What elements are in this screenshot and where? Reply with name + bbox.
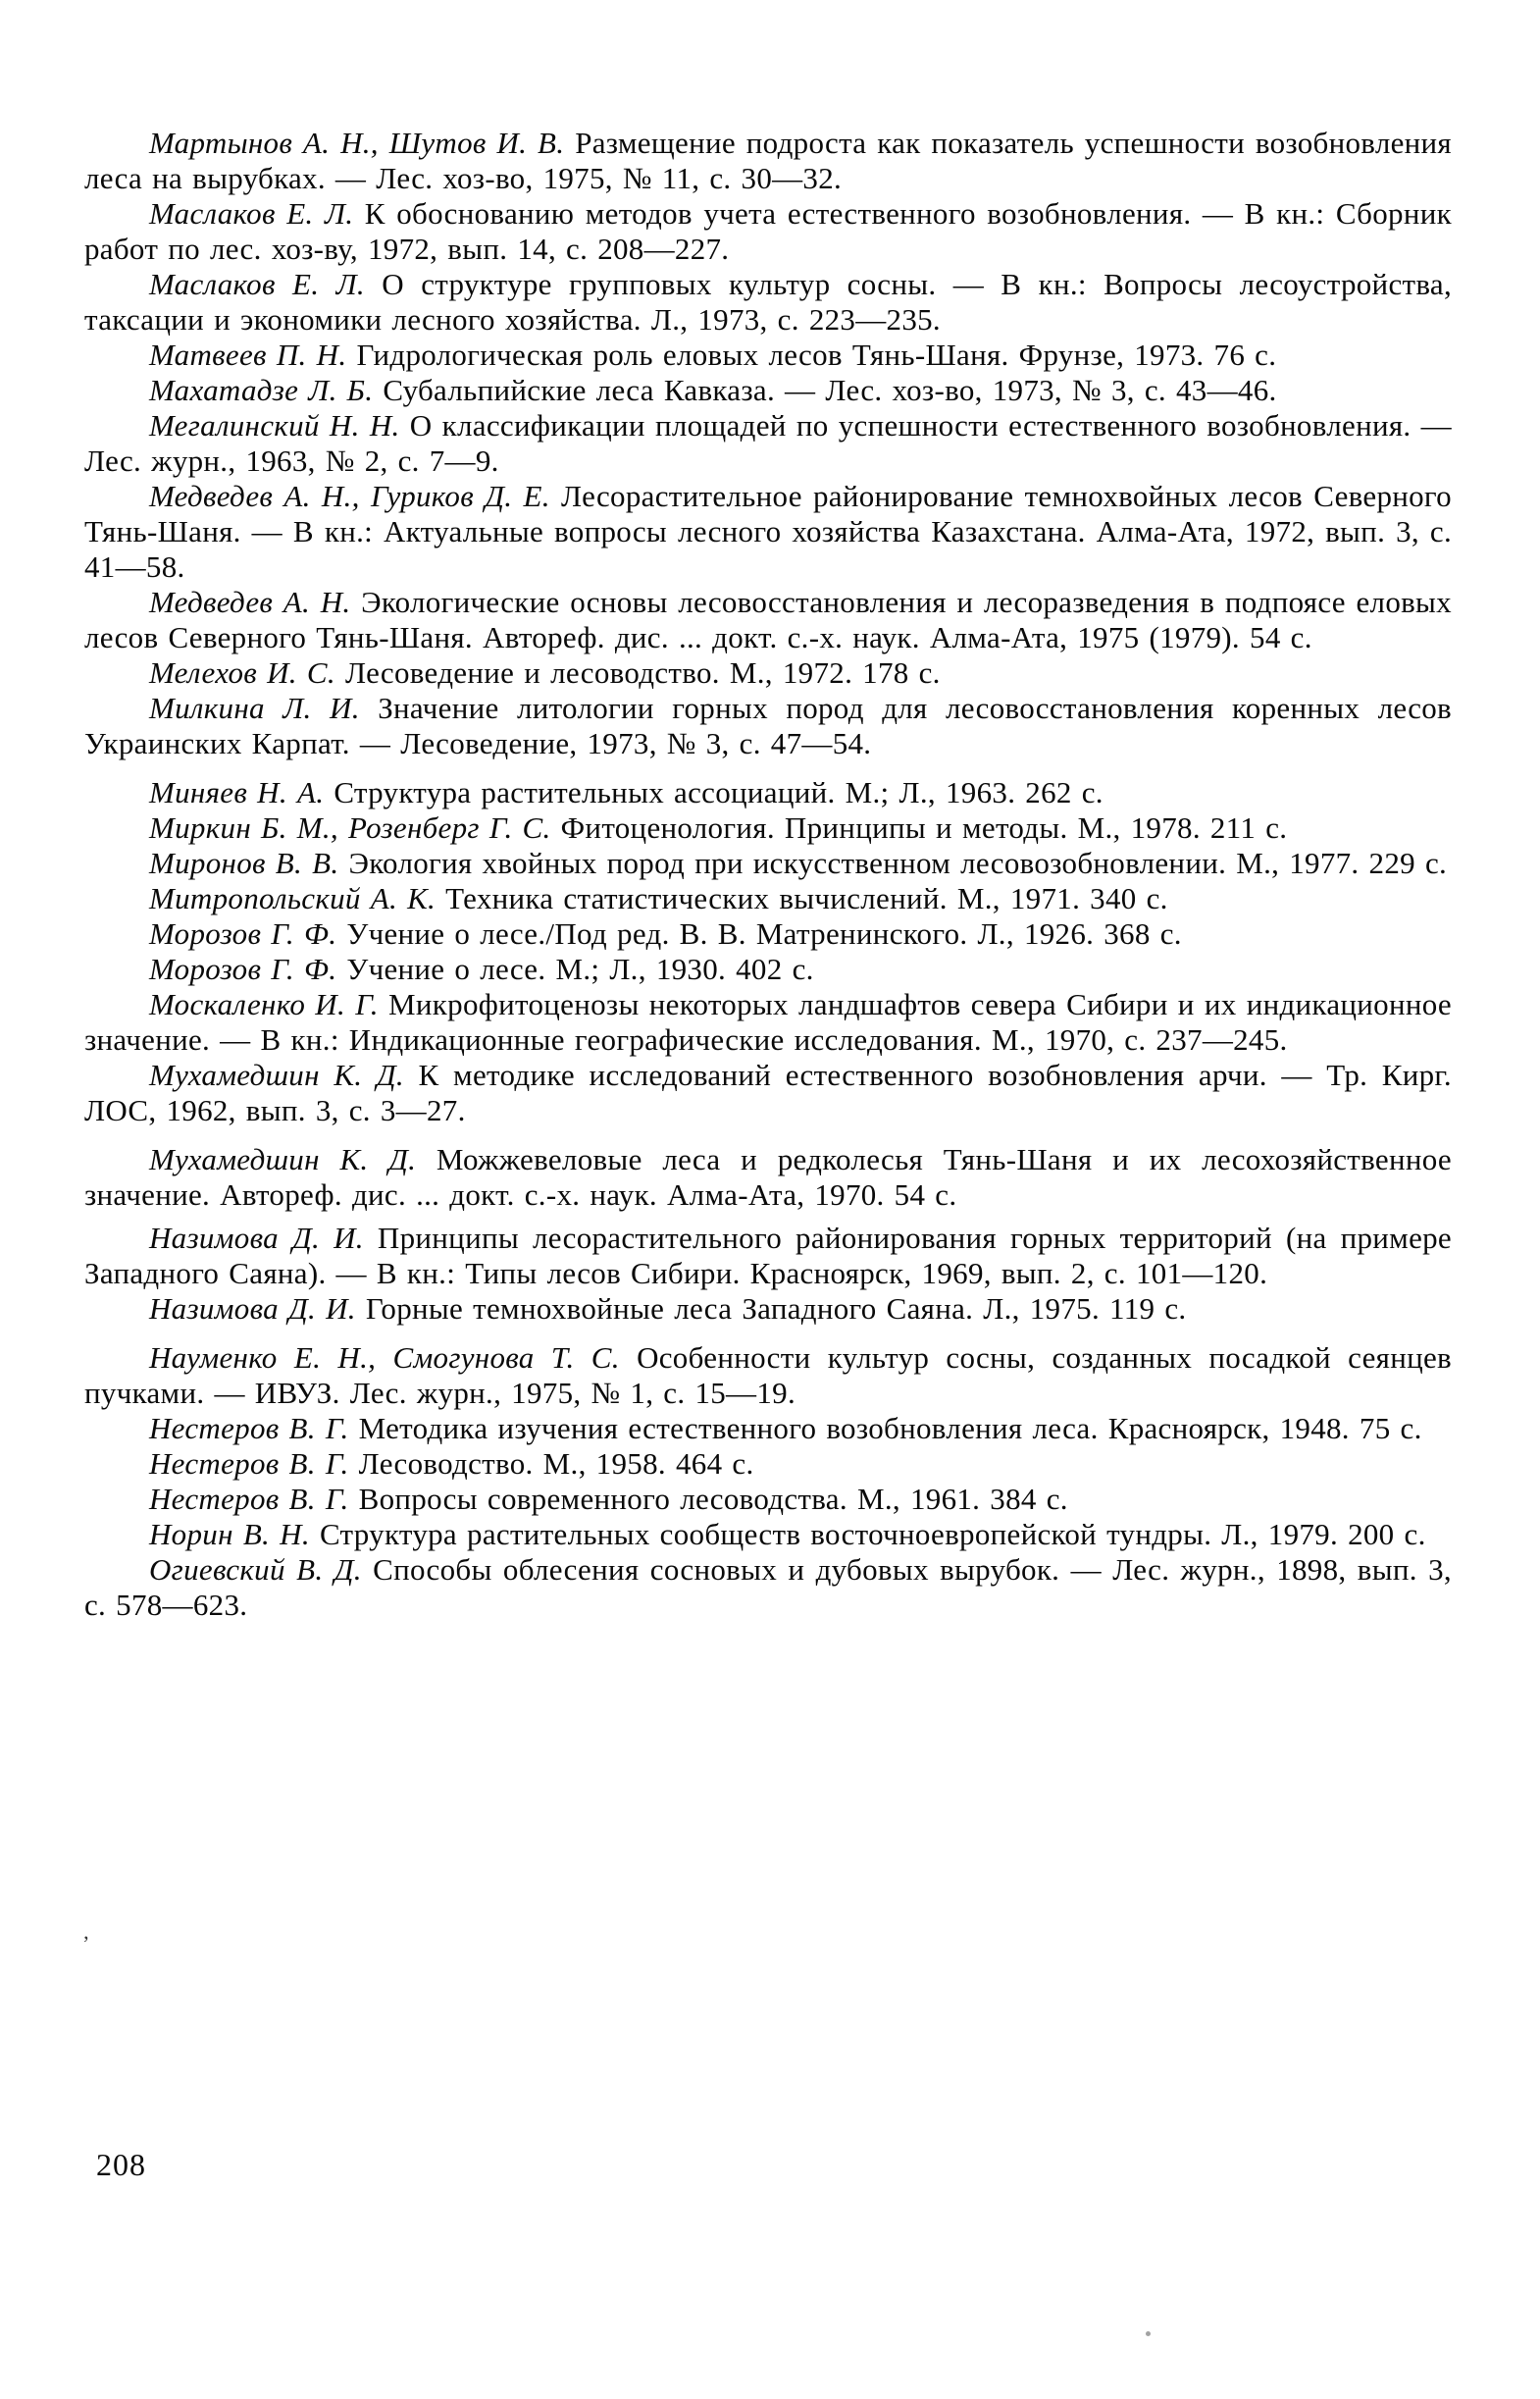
bibliography-entry (84, 1340, 1452, 1411)
entry-text: Экологические основы лесовосстановления и лесоразведения в подпоясе еловых лесов Северного Тянь-Шаня. Автореф. дис. ... докт. с.-х. наук. Алма-Ата, 1975 (1979). 54 с. (84, 585, 1452, 654)
entry-text: Принципы лесорастительного районирования горных территорий (на примере Западного Саяна). — В кн.: Типы лесов Сибири. Красноярск, 1969, вып. 2, с. 101—120. (84, 1221, 1452, 1290)
entry-author: Нестеров В. Г. (149, 1411, 349, 1445)
bibliography-entry (84, 1142, 1452, 1213)
entry-text: К методике исследований естественного возобновления арчи. — Тр. Кирг. ЛОС, 1962, вып. 3, с. 3—27. (84, 1058, 1452, 1127)
entry-author: Маслаков Е. Л. (149, 267, 365, 301)
entry-text: Лесоводство. М., 1958. 464 с. (358, 1446, 754, 1481)
entry-text: О классификации площадей по успешности естественного возобновления. — Лес. журн., 1963, № 2, с. 7—9. (84, 408, 1452, 478)
entry-author: Медведев А. Н. (149, 585, 351, 619)
entry-author: Морозов Г. Ф. (149, 952, 337, 986)
bibliography-entry (84, 267, 1452, 338)
bibliography-entry (84, 1291, 1452, 1327)
bibliography-entry (84, 408, 1452, 479)
entry-text: Субальпийские леса Кавказа. — Лес. хоз-во, 1973, № 3, с. 43—46. (383, 373, 1277, 407)
entry-text: Экология хвойных пород при искусственном лесовозобновлении. М., 1977. 229 с. (348, 846, 1448, 880)
entry-text: К обоснованию методов учета естественного возобновления. — В кн.: Сборник работ по лес. хоз-ву, 1972, вып. 14, с. 208—227. (84, 196, 1452, 266)
bibliography-entry (84, 1221, 1452, 1291)
bibliography-entry (84, 775, 1452, 810)
entry-author: Норин В. Н. (149, 1517, 310, 1551)
entry-author: Мартынов А. Н., Шутов И. В. (149, 126, 565, 160)
entry-text: Структура растительных ассоциаций. М.; Л., 1963. 262 с. (334, 775, 1104, 809)
entry-author: Мухамедшин К. Д. (149, 1058, 404, 1092)
bibliography-entry (84, 126, 1452, 196)
entry-text: Способы облесения сосновых и дубовых вырубок. — Лес. журн., 1898, вып. 3, с. 578—623. (84, 1552, 1452, 1622)
bibliography-entry (84, 338, 1452, 373)
entry-text: Значение литологии горных пород для лесовосстановления коренных лесов Украинских Карпат. — Лесоведение, 1973, № 3, с. 47—54. (84, 691, 1452, 760)
entry-text: Размещение подроста как показатель успешности возобновления леса на вырубках. — Лес. хоз-во, 1975, № 11, с. 30—32. (84, 126, 1452, 195)
entry-author: Медведев А. Н., Гуриков Д. Е. (149, 479, 550, 513)
entry-text: Учение о лесе. М.; Л., 1930. 402 с. (346, 952, 814, 986)
bibliography-entry (84, 1411, 1452, 1446)
entry-text: Методика изучения естественного возобновления леса. Красноярск, 1948. 75 с. (358, 1411, 1422, 1445)
entry-text: Техника статистических вычислений. М., 1971. 340 с. (445, 881, 1168, 915)
bibliography-entry (84, 1058, 1452, 1128)
bibliography-entry (84, 952, 1452, 987)
bibliography-list (84, 126, 1452, 1623)
entry-author: Миркин Б. М., Розенберг Г. С. (149, 810, 551, 845)
bibliography-entry (84, 846, 1452, 881)
entry-author: Махатадзе Л. Б. (149, 373, 374, 407)
bibliography-entry (84, 373, 1452, 408)
scan-artifact: ’ (82, 1931, 90, 1956)
entry-text: Лесоведение и лесоводство. М., 1972. 178 с. (344, 655, 941, 690)
page-number: 208 (96, 2147, 146, 2182)
bibliography-entry (84, 585, 1452, 655)
entry-author: Милкина Л. И. (149, 691, 360, 725)
entry-author: Нестеров В. Г. (149, 1482, 349, 1516)
entry-author: Мегалинский Н. Н. (149, 408, 400, 443)
bibliography-entry (84, 479, 1452, 585)
entry-author: Нестеров В. Г. (149, 1446, 349, 1481)
bibliography-entry (84, 1482, 1452, 1517)
entry-author: Огиевский В. Д. (149, 1552, 362, 1587)
bibliography-entry (84, 691, 1452, 761)
scan-artifact (1146, 2331, 1151, 2336)
entry-text: О структуре групповых культур сосны. — В кн.: Вопросы лесоустройства, таксации и экономики лесного хозяйства. Л., 1973, с. 223—235. (84, 267, 1452, 337)
entry-text: Микрофитоценозы некоторых ландшафтов севера Сибири и их индикационное значение. — В кн.: Индикационные географические исследования. М., 1970, с. 237—245. (84, 987, 1452, 1057)
entry-author: Москаленко И. Г. (149, 987, 379, 1021)
entry-text: Фитоценология. Принципы и методы. М., 1978. 211 с. (560, 810, 1288, 845)
entry-text: Вопросы современного лесоводства. М., 1961. 384 с. (358, 1482, 1068, 1516)
entry-author: Маслаков Е. Л. (149, 196, 354, 231)
bibliography-entry (84, 916, 1452, 952)
entry-text: Особенности культур сосны, созданных посадкой сеянцев пучками. — ИВУЗ. Лес. журн., 1975, № 1, с. 15—19. (84, 1340, 1452, 1410)
entry-author: Морозов Г. Ф. (149, 916, 337, 951)
entry-author: Миняев Н. А. (149, 775, 325, 809)
entry-author: Матвеев П. Н. (149, 338, 347, 372)
entry-author: Назимова Д. И. (149, 1221, 364, 1255)
entry-author: Науменко Е. Н., Смогунова Т. С. (149, 1340, 620, 1375)
bibliography-entry (84, 881, 1452, 916)
bibliography-entry (84, 810, 1452, 846)
bibliography-entry (84, 655, 1452, 691)
bibliography-entry (84, 987, 1452, 1058)
entry-text: Можжевеловые леса и редколесья Тянь-Шаня и их лесохозяйственное значение. Автореф. дис. ... докт. с.-х. наук. Алма-Ата, 1970. 54 с. (84, 1142, 1452, 1212)
entry-author: Миронов В. В. (149, 846, 339, 880)
entry-author: Мухамедшин К. Д. (149, 1142, 417, 1176)
entry-text: Лесорастительное районирование темнохвойных лесов Северного Тянь-Шаня. — В кн.: Актуальные вопросы лесного хозяйства Казахстана. Алма-Ата, 1972, вып. 3, с. 41—58. (84, 479, 1452, 584)
entry-text: Структура растительных сообществ восточноевропейской тундры. Л., 1979. 200 с. (319, 1517, 1426, 1551)
entry-author: Митропольский А. К. (149, 881, 436, 915)
entry-author: Назимова Д. И. (149, 1291, 356, 1326)
entry-text: Горные темнохвойные леса Западного Саяна. Л., 1975. 119 с. (365, 1291, 1187, 1326)
bibliography-entry (84, 196, 1452, 267)
bibliography-entry (84, 1552, 1452, 1623)
entry-text: Гидрологическая роль еловых лесов Тянь-Шаня. Фрунзе, 1973. 76 с. (356, 338, 1277, 372)
bibliography-entry (84, 1446, 1452, 1482)
bibliography-entry (84, 1517, 1452, 1552)
entry-author: Мелехов И. С. (149, 655, 335, 690)
entry-text: Учение о лесе./Под ред. В. В. Матренинского. Л., 1926. 368 с. (346, 916, 1182, 951)
